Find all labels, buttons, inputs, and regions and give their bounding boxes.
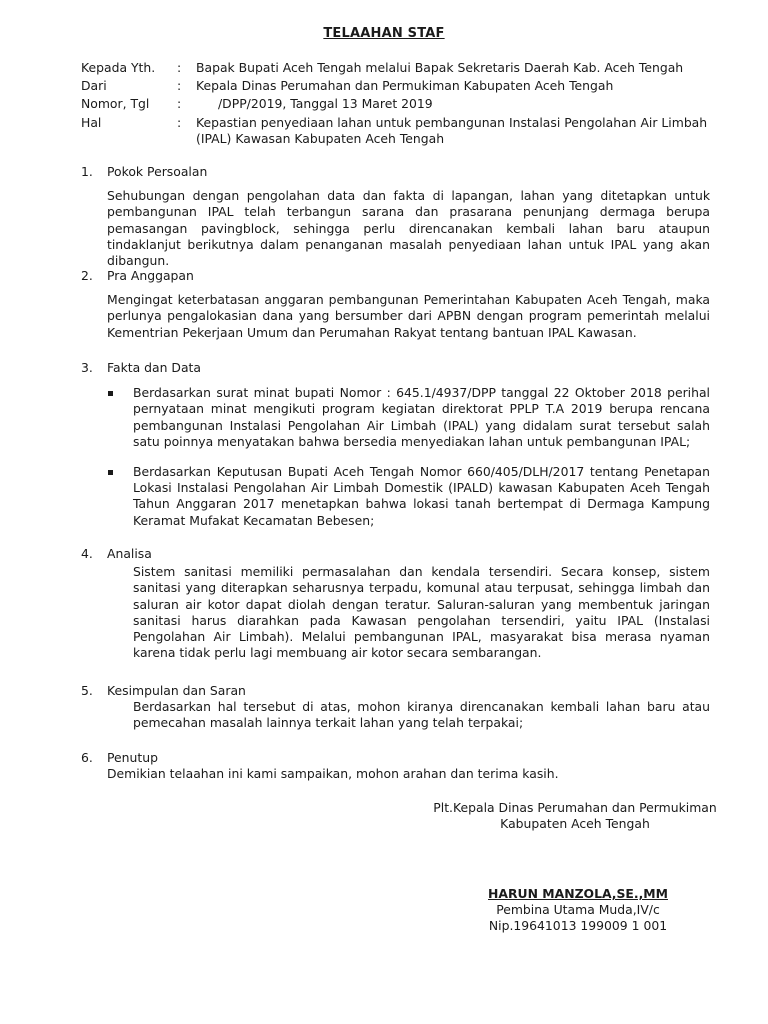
- section-number: 3.: [81, 360, 93, 375]
- section-number: 4.: [81, 546, 93, 561]
- header-row-kepada: [81, 60, 711, 76]
- section-number: 6.: [81, 750, 93, 765]
- section-number: 5.: [81, 683, 93, 698]
- document-title: TELAAHAN STAF: [323, 26, 445, 41]
- section-title: Pra Anggapan: [107, 268, 194, 283]
- section-title: Analisa: [107, 546, 152, 561]
- section-penutup: [81, 750, 710, 782]
- signatory-rank: Pembina Utama Muda,IV/c: [496, 902, 660, 918]
- section-heading: [81, 683, 710, 699]
- header-value: /DPP/2019, Tanggal 13 Maret 2019: [218, 96, 433, 112]
- section-number: 1.: [81, 164, 93, 179]
- header-value: Kepala Dinas Perumahan dan Permukiman Kabupaten Aceh Tengah: [196, 78, 614, 94]
- section-heading: [81, 546, 710, 562]
- section-heading: [81, 360, 710, 376]
- header-value: Bapak Bupati Aceh Tengah melalui Bapak Sekretaris Daerah Kab. Aceh Tengah: [196, 60, 684, 75]
- signature-position: [400, 800, 750, 832]
- signature-block: [403, 886, 753, 935]
- header-row-dari: [81, 78, 711, 94]
- header-key: Nomor, Tgl: [81, 96, 150, 112]
- header-row-hal: [81, 115, 711, 147]
- signature-position-line: Kabupaten Aceh Tengah: [500, 816, 650, 832]
- header-separator: :: [177, 96, 182, 112]
- header-separator: :: [177, 114, 182, 130]
- section-heading: [81, 164, 710, 180]
- section-heading: [81, 750, 710, 766]
- section-analisa: [81, 546, 710, 661]
- header-key: Kepada Yth.: [81, 60, 156, 75]
- letter-header: [81, 60, 711, 149]
- section-paragraph: Sistem sanitasi memiliki permasalahan dan kendala tersendiri. Secara konsep, sistem sanitasi yang diterapkan seharusnya terpadu, komunal atau terpusat, sehingga limbah dan saluran air kotor dapat diolah dengan teratur. Saluran-saluran yang membentuk jaringan sanitasi harus diarahkan pada Kawasan pengolahan tersendiri, yaitu IPAL (Instalasi Pengolahan Air Limbah). Melalui pembangunan IPAL, masyarakat bisa merasa nyaman karena tidak perlu lagi membuang air kotor secara sembarangan.: [133, 564, 710, 661]
- signatory-nip: Nip.19641013 199009 1 001: [488, 918, 668, 934]
- section-title: Penutup: [107, 750, 158, 765]
- list-item: [107, 464, 710, 529]
- section-kesimpulan-dan-saran: [81, 683, 710, 732]
- header-key: Hal: [81, 114, 102, 130]
- section-pra-anggapan: [81, 268, 710, 341]
- section-heading: [81, 268, 710, 284]
- section-paragraph: Demikian telaahan ini kami sampaikan, mohon arahan dan terima kasih.: [107, 766, 559, 782]
- section-title: Kesimpulan dan Saran: [107, 683, 246, 698]
- section-paragraph: Berdasarkan hal tersebut di atas, mohon kiranya direncanakan kembali lahan baru atau pemecahan masalah lainnya terkait lahan yang telah terpakai;: [133, 699, 710, 731]
- list-item-text: Berdasarkan surat minat bupati Nomor : 645.1/4937/DPP tanggal 22 Oktober 2018 perihal pernyataan minat mengikuti program kegiatan direktorat PPLP T.A 2019 berupa rencana pembangunan Instalasi Pengolahan Air Limbah (IPAL) yang didalam surat tersebut salah satu poinnya menyatakan bahwa bersedia menyediakan lahan untuk pembangunan IPAL;: [133, 385, 710, 449]
- header-separator: :: [177, 60, 182, 75]
- section-fakta-dan-data: [81, 360, 710, 529]
- header-value: Kepastian penyediaan lahan untuk pembangunan Instalasi Pengolahan Air Limbah (IPAL) Kawasan Kabupaten Aceh Tengah: [196, 114, 708, 146]
- list-item-text: Berdasarkan Keputusan Bupati Aceh Tengah Nomor 660/405/DLH/2017 tentang Penetapan Lokasi Instalasi Pengolahan Air Limbah Domestik (IPALD) kawasan Kabupaten Aceh Tengah Tahun Anggaran 2017 menetapkan bahwa lokasi tanah bertempat di Dermaga Kampung Keramat Mufakat Kecamatan Bebesen;: [133, 464, 710, 528]
- section-title: Fakta dan Data: [107, 360, 201, 375]
- signatory-name: HARUN MANZOLA,SE.,MM: [488, 886, 668, 901]
- section-title: Pokok Persoalan: [107, 164, 208, 179]
- section-paragraph: Mengingat keterbatasan anggaran pembangunan Pemerintahan Kabupaten Aceh Tengah, maka perlunya pengalokasian dana yang bersumber dari APBN dengan program pemerintah melalui Kementrian Pekerjaan Umum dan Perumahan Rakyat tentang bantuan IPAL Kawasan.: [107, 292, 710, 340]
- bullet-square-icon: [107, 464, 133, 529]
- header-key: Dari: [81, 78, 107, 94]
- header-separator: :: [177, 78, 182, 94]
- bullet-square-icon: [107, 385, 133, 450]
- signature-position-line: Plt.Kepala Dinas Perumahan dan Permukiman: [433, 800, 717, 815]
- section-pokok-persoalan: [81, 164, 710, 269]
- section-number: 2.: [81, 268, 93, 283]
- header-row-nomor: [81, 96, 711, 112]
- list-item: [107, 385, 710, 450]
- section-paragraph: Sehubungan dengan pengolahan data dan fakta di lapangan, lahan yang ditetapkan untuk pembangunan IPAL telah terbangun sarana dan prasarana penunjang dermaga berupa pemasangan pavingblock, sehingga perlu direncanakan kembali lahan baru ataupun tindaklanjut berikutnya dalam penanganan masalah penyediaan lahan untuk IPAL yang akan dibangun.: [107, 188, 710, 269]
